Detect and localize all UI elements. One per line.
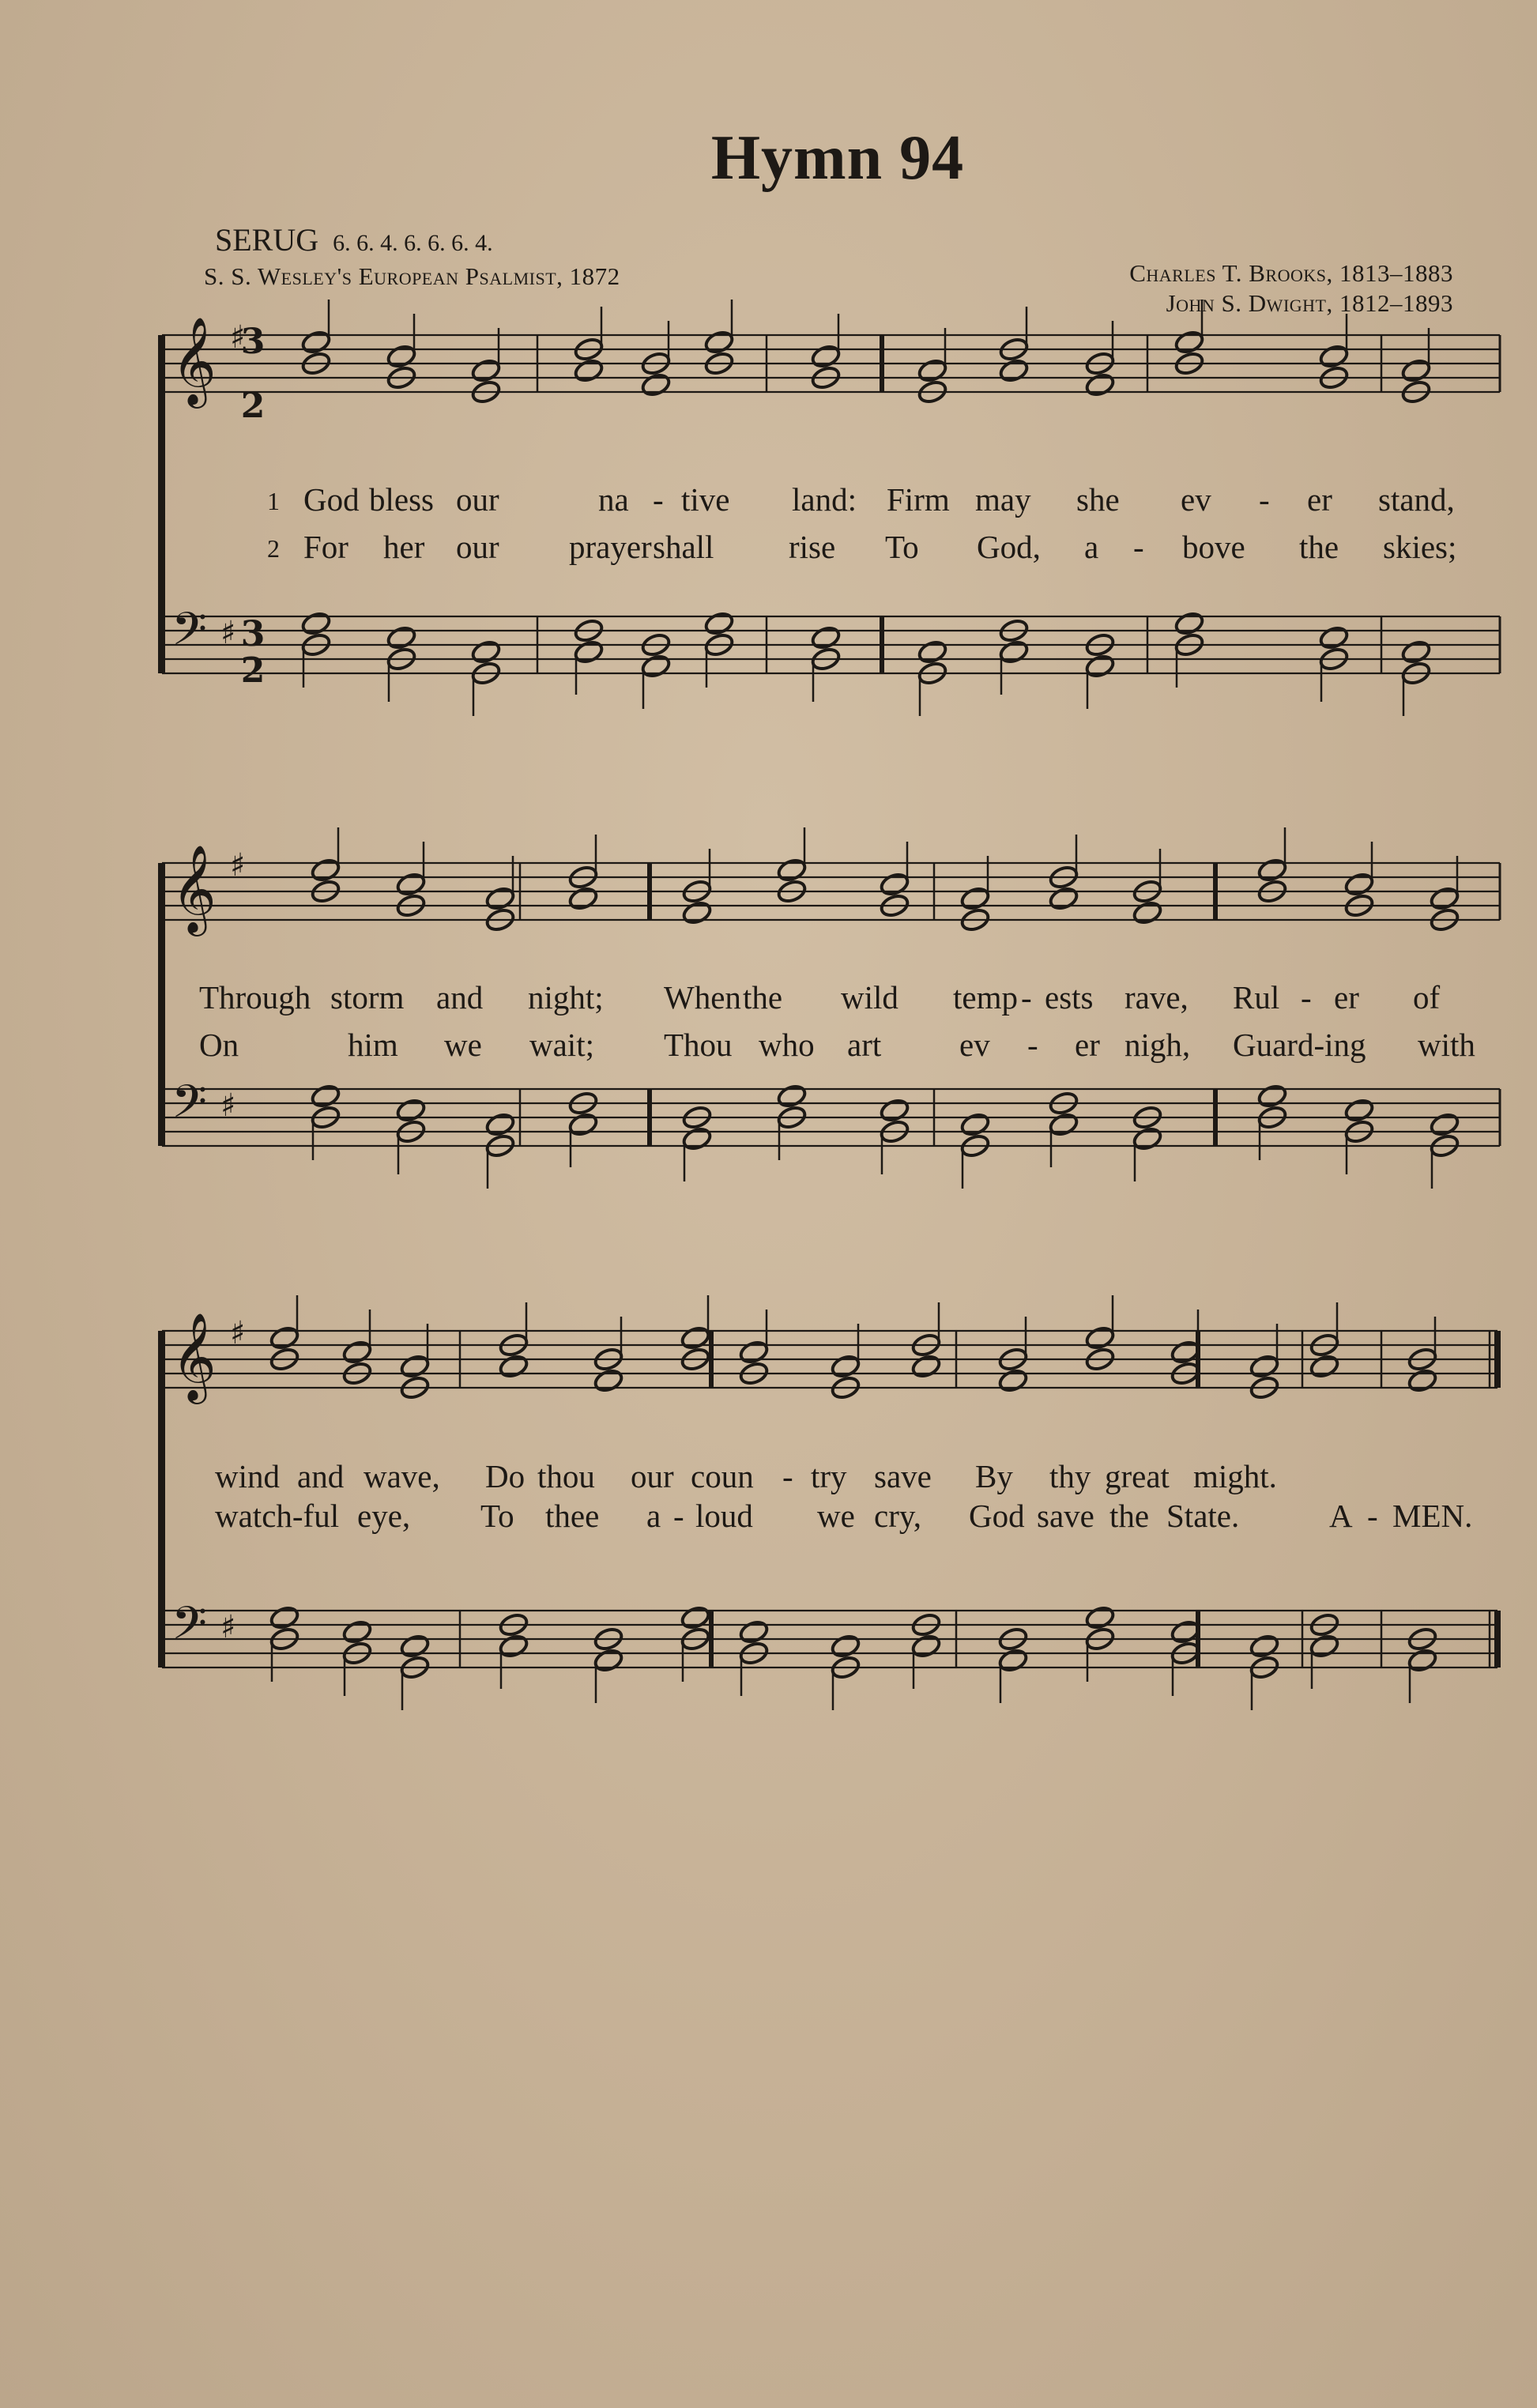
note-head	[498, 1353, 529, 1379]
hymn-page: Hymn 94 SERUG 6. 6. 4. 6. 6. 6. 4. S. S. Wesley's European Psalmist, 1872 Charles T. Brooks, 1813–1883 John S. Dwight, 1812–1893 𝄞 ♯ 𝄢 ♯ 𝄞 ♯ 𝄢 ♯ 𝄞 ♯ 𝄢 ♯ 3 2 3 2 1 God bless our na - tive land: Firm may she ev - er stand, 2 For her our prayer shall rise To God, a - bove the skies; Through storm and night; When the wild temp - ests rave, Rul - er of On him we wait; Thou who art ev - er nigh, Guard-ing with wind and wave, Do thou our coun - try save By thy great might. watch-ful eye, To thee a - loud we cry, God save the State. A - MEN.	[0, 0, 1537, 2408]
note-head	[1318, 343, 1350, 369]
system-bracket	[158, 1331, 165, 1668]
note-head	[879, 871, 910, 897]
note-head	[810, 343, 842, 369]
note-head	[399, 1353, 431, 1379]
bass-clef-icon: 𝄢	[171, 1074, 208, 1140]
treble-clef-icon: 𝄞	[171, 1311, 217, 1400]
note-head	[484, 1111, 516, 1137]
note-head	[810, 624, 842, 650]
note-head	[917, 357, 948, 383]
note-head	[703, 329, 735, 355]
note-head	[738, 1339, 770, 1365]
time-sig-bottom-treble: 2	[240, 386, 266, 426]
note-head	[959, 885, 991, 911]
note-head	[1132, 1125, 1163, 1151]
note-head	[776, 857, 808, 883]
note-head	[1343, 1097, 1375, 1123]
note-head	[681, 899, 713, 925]
note-head	[386, 624, 417, 650]
music-source: S. S. Wesley's European Psalmist, 1872	[204, 262, 620, 290]
note-head	[269, 1604, 300, 1630]
note-head	[573, 639, 605, 665]
note-head	[1400, 639, 1432, 665]
note-head	[998, 357, 1030, 383]
note-head	[470, 357, 502, 383]
author-credit-2: John S. Dwight, 1812–1893	[1166, 289, 1453, 317]
note-head	[470, 639, 502, 665]
key-signature-sharp-icon: ♯	[220, 615, 236, 652]
note-head	[1132, 899, 1163, 925]
note-head	[1318, 624, 1350, 650]
system-bracket	[158, 863, 165, 1146]
note-head	[300, 610, 332, 636]
final-bar-line	[1494, 1611, 1501, 1668]
note-head	[830, 1633, 861, 1659]
note-head	[1249, 1633, 1280, 1659]
note-head	[1343, 871, 1375, 897]
note-head	[1400, 357, 1432, 383]
note-head	[680, 1604, 711, 1630]
note-head	[269, 1325, 300, 1351]
key-signature-sharp-icon: ♯	[220, 1087, 236, 1125]
note-head	[1249, 1353, 1280, 1379]
note-head	[573, 357, 605, 383]
note-head	[341, 1339, 373, 1365]
note-head	[959, 1111, 991, 1137]
hymn-title: Hymn 94	[710, 123, 965, 193]
note-head	[680, 1325, 711, 1351]
note-head	[1429, 1111, 1460, 1137]
note-head	[341, 1619, 373, 1645]
note-head	[498, 1633, 529, 1659]
note-head	[776, 1083, 808, 1109]
note-head	[681, 1125, 713, 1151]
note-head	[1256, 1083, 1288, 1109]
bass-clef-icon: 𝄢	[171, 1596, 208, 1661]
note-head	[1173, 329, 1205, 355]
note-head	[910, 1353, 942, 1379]
note-head	[300, 329, 332, 355]
note-head	[1048, 885, 1079, 911]
note-head	[1407, 1367, 1438, 1393]
note-head	[998, 639, 1030, 665]
time-sig-top-bass: 3	[240, 614, 266, 654]
bass-clef-icon: 𝄢	[171, 601, 208, 667]
note-head	[484, 885, 516, 911]
note-head	[830, 1353, 861, 1379]
note-head	[738, 1619, 770, 1645]
author-credit-1: Charles T. Brooks, 1813–1883	[1129, 259, 1453, 287]
treble-clef-icon: 𝄞	[171, 315, 217, 405]
time-sig-top-treble: 3	[240, 322, 266, 362]
note-head	[1084, 1325, 1116, 1351]
note-head	[879, 1097, 910, 1123]
note-head	[395, 871, 427, 897]
key-signature-sharp-icon: ♯	[230, 319, 246, 356]
key-signature-sharp-icon: ♯	[230, 847, 246, 884]
tune-name: SERUG	[215, 222, 319, 258]
key-signature-sharp-icon: ♯	[230, 1315, 246, 1352]
note-head	[1429, 885, 1460, 911]
note-head	[640, 371, 672, 398]
note-head	[567, 885, 599, 911]
note-head	[310, 857, 341, 883]
note-head	[1309, 1633, 1340, 1659]
note-head	[1084, 1604, 1116, 1630]
note-head	[567, 1111, 599, 1137]
system-bracket	[158, 335, 165, 673]
note-head	[593, 1647, 624, 1673]
key-signature-sharp-icon: ♯	[220, 1609, 236, 1646]
note-head	[910, 1633, 942, 1659]
note-head	[1173, 610, 1205, 636]
treble-clef-icon: 𝄞	[171, 843, 217, 933]
note-head	[917, 639, 948, 665]
note-head	[703, 610, 735, 636]
note-head	[640, 653, 672, 679]
time-sig-bottom-bass: 2	[240, 650, 266, 691]
note-head	[1084, 371, 1116, 398]
tune-meter: 6. 6. 4. 6. 6. 6. 4.	[333, 230, 493, 256]
note-head	[395, 1097, 427, 1123]
final-bar-line	[1494, 1331, 1501, 1388]
note-head	[1256, 857, 1288, 883]
note-head	[399, 1633, 431, 1659]
note-head	[997, 1647, 1029, 1673]
note-head	[593, 1367, 624, 1393]
note-head	[310, 1083, 341, 1109]
note-head	[1048, 1111, 1079, 1137]
note-head	[997, 1367, 1029, 1393]
note-head	[386, 343, 417, 369]
note-head	[1407, 1647, 1438, 1673]
note-head	[1309, 1353, 1340, 1379]
note-head	[1084, 653, 1116, 679]
